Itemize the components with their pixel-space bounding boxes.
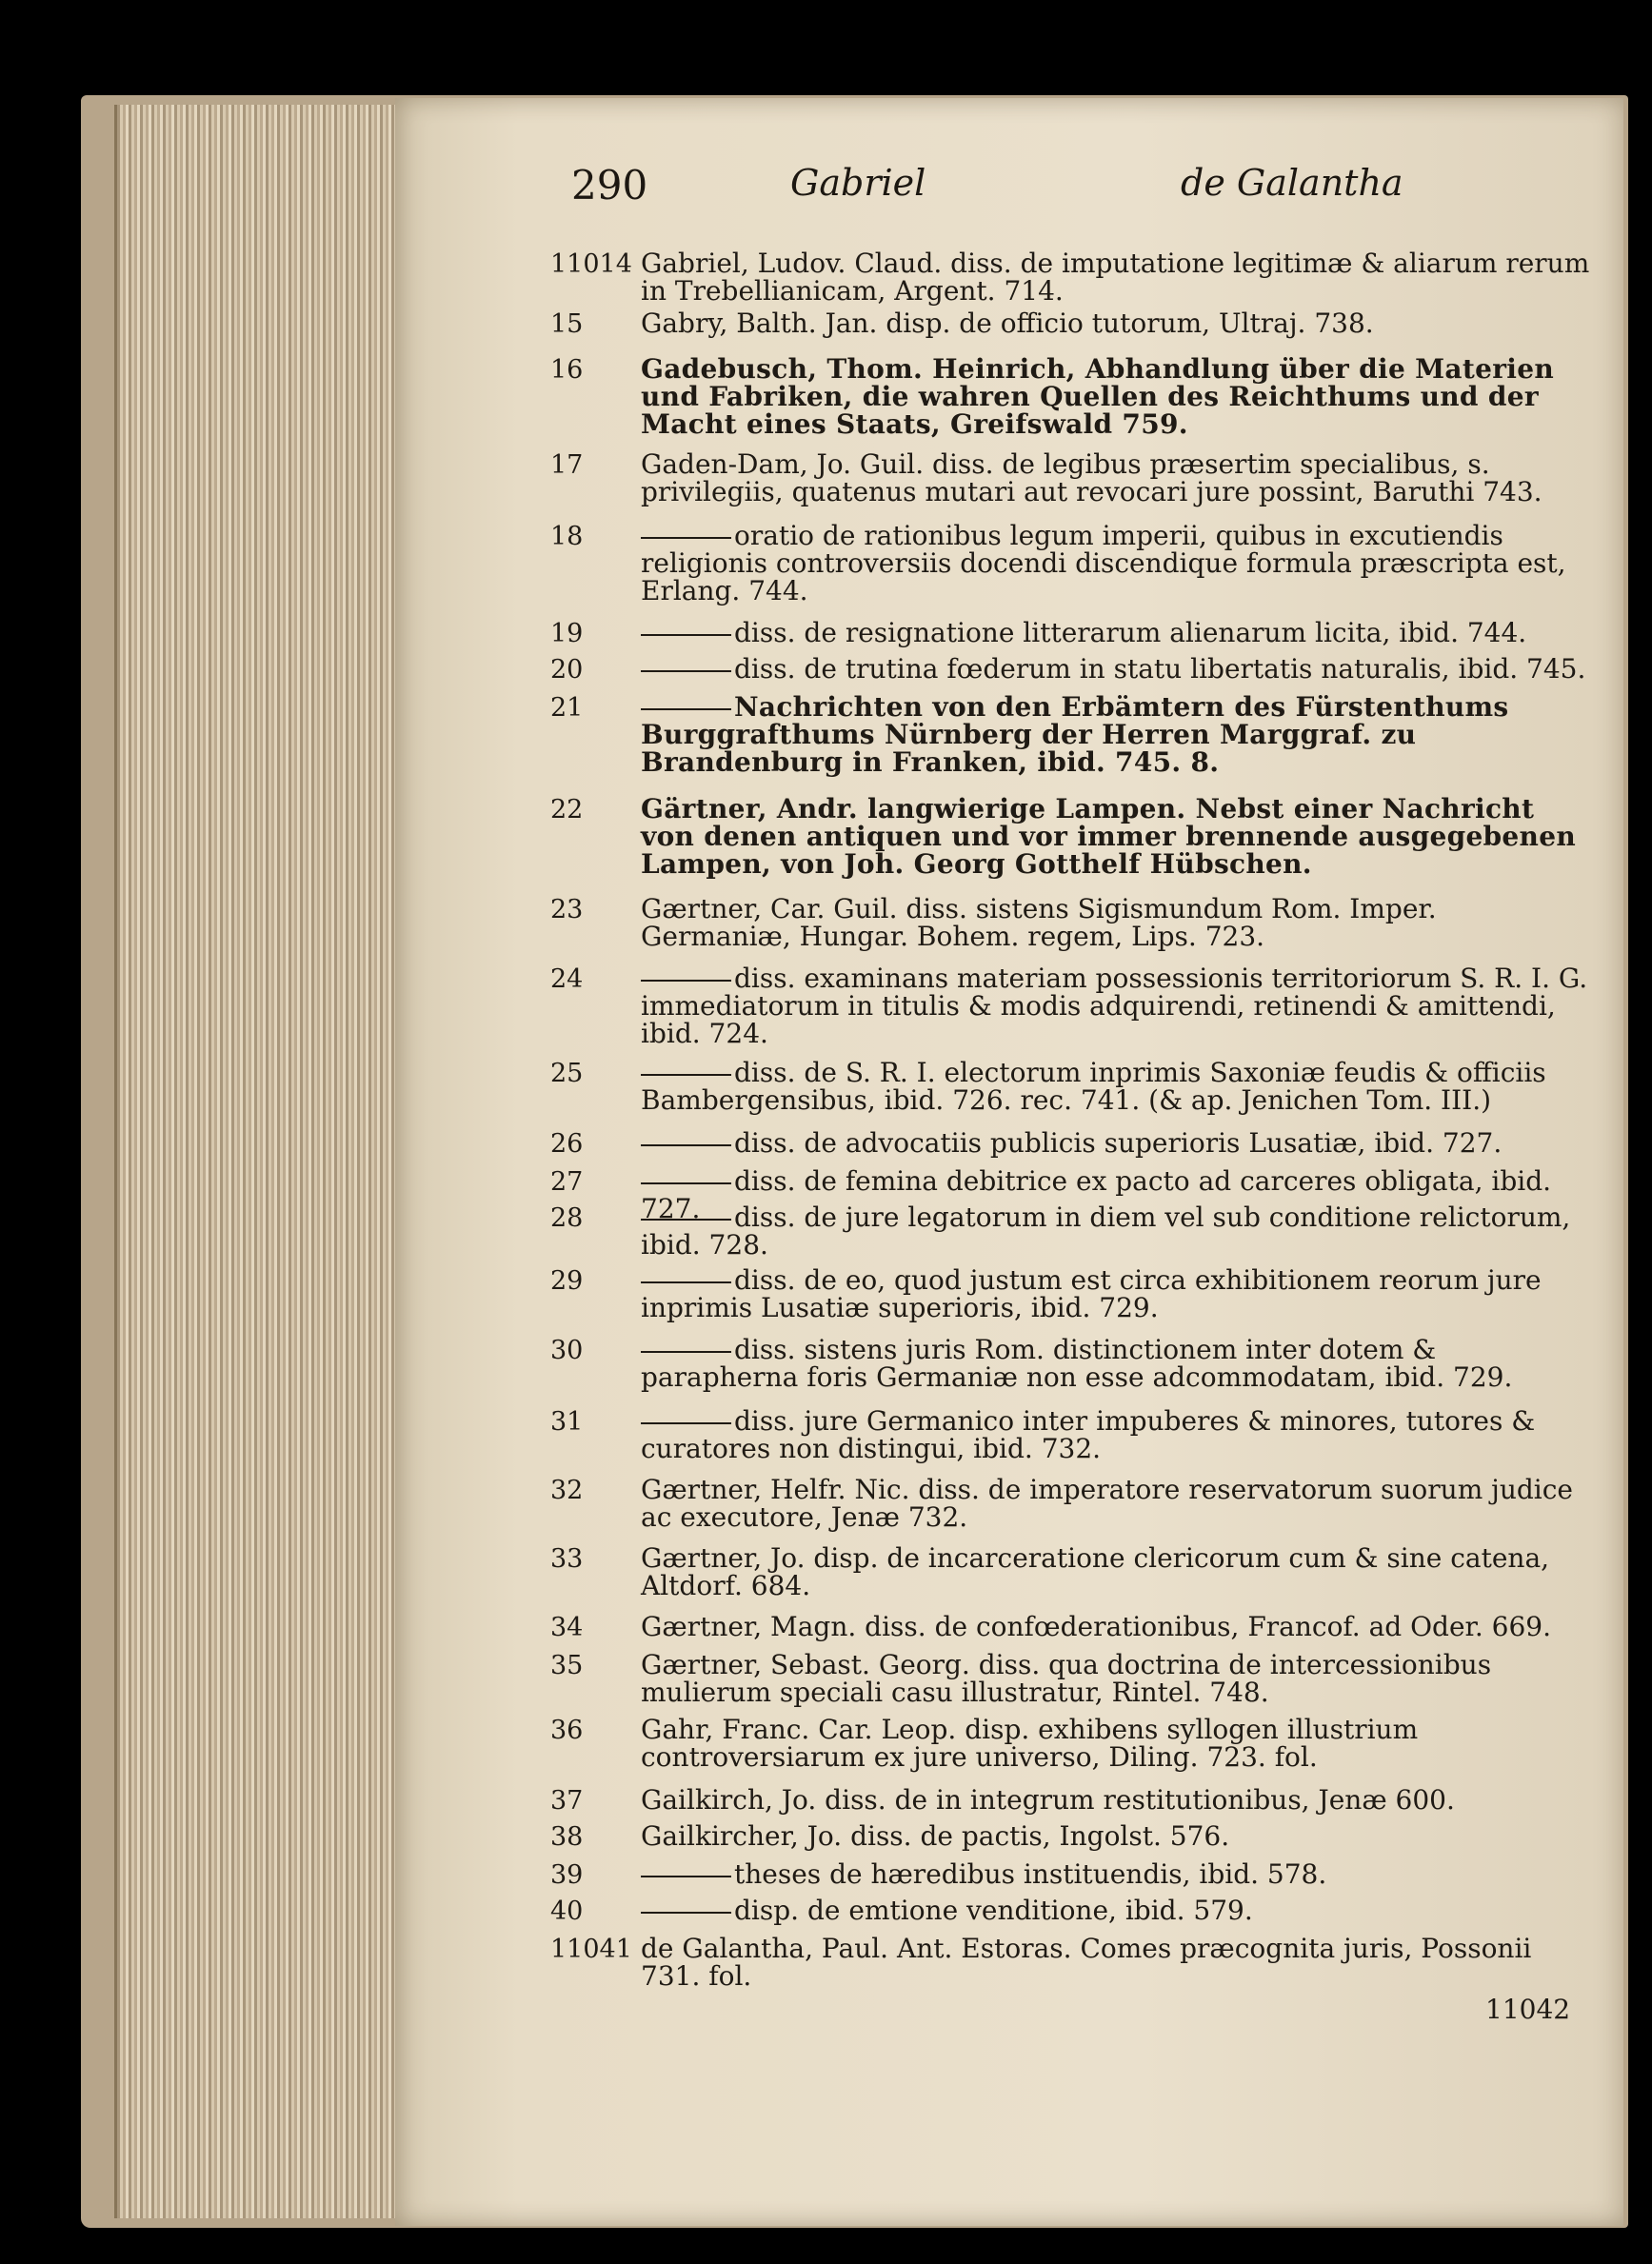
ditto-dash xyxy=(641,1876,731,1877)
entry-text: Gabry, Balth. Jan. disp. de officio tutorum, Ultraj. 738. xyxy=(641,308,1374,339)
entry-number: 22 xyxy=(550,795,584,824)
entry-text: diss. de S. R. I. electorum inprimis Saxoniæ feudis & officiis Bambergensibus, ibid. 726. rec. 741. (& ap. Jenichen Tom. III.) xyxy=(641,1057,1546,1116)
entry-text: Gærtner, Jo. disp. de incarceratione clericorum cum & sine catena, Altdorf. 684. xyxy=(641,1542,1550,1601)
entry-number: 29 xyxy=(550,1266,584,1296)
entry-number: 19 xyxy=(550,619,584,648)
entry-text: Gabriel, Ludov. Claud. diss. de imputatione legitimæ & aliarum rerum in Trebellianicam, Argent. 714. xyxy=(641,248,1590,307)
entry-number: 25 xyxy=(550,1059,584,1088)
entry-text: diss. sistens juris Rom. distinctionem inter dotem & parapherna foris Germaniæ non esse adcommodatam, ibid. 729. xyxy=(641,1334,1513,1393)
entry-number: 27 xyxy=(550,1167,584,1197)
entry-text: de Galantha, Paul. Ant. Estoras. Comes præcognita juris, Possonii 731. fol. xyxy=(641,1933,1532,1992)
entry-number: 17 xyxy=(550,450,584,480)
entry-number: 21 xyxy=(550,693,584,723)
entry-text: oratio de rationibus legum imperii, quibus in excutiendis religionis controversiis docendi discendique formula præscripta est, Erlang. 744. xyxy=(641,520,1566,606)
ditto-dash xyxy=(641,1182,731,1184)
header-right-word: de Galantha xyxy=(1181,162,1403,204)
ditto-dash xyxy=(641,708,731,710)
page-number: 290 xyxy=(571,162,648,209)
ditto-dash xyxy=(641,1912,731,1914)
entry-text: disp. de emtione venditione, ibid. 579. xyxy=(734,1895,1253,1926)
entry-text: diss. examinans materiam possessionis territoriorum S. R. I. G. immediatorum in titulis & modis adquirendi, retinendi & amittendi, ibid. 724. xyxy=(641,963,1588,1049)
entry-number: 20 xyxy=(550,655,584,685)
entry-number: 33 xyxy=(550,1544,584,1574)
entry-text: Gärtner, Andr. langwierige Lampen. Nebst einer Nachricht von denen antiquen und vor immer brennende ausgegebenen Lampen, von Joh. Georg Gotthelf Hübschen. xyxy=(641,793,1576,880)
entry-text: Nachrichten von den Erbämtern des Fürstenthums Burggrafthums Nürnberg der Herren Marggraf. zu Brandenburg in Franken, ibid. 745. 8. xyxy=(641,691,1509,778)
entry-text: Gadebusch, Thom. Heinrich, Abhandlung über die Materien und Fabriken, die wahren Quellen des Reichthums und der Macht eines Staats, Greifswald 759. xyxy=(641,353,1554,440)
ditto-dash xyxy=(641,980,731,982)
entry-text: diss. de jure legatorum in diem vel sub conditione relictorum, ibid. 728. xyxy=(641,1202,1571,1261)
entry-text: Gærtner, Magn. diss. de confœderationibus, Francof. ad Oder. 669. xyxy=(641,1611,1552,1642)
entry-number: 31 xyxy=(550,1407,584,1437)
entry-text: Gærtner, Helfr. Nic. diss. de imperatore reservatorum suorum judice ac executore, Jenæ 732. xyxy=(641,1474,1573,1533)
ditto-dash xyxy=(641,634,731,636)
entry-number: 26 xyxy=(550,1129,584,1159)
entry-number: 39 xyxy=(550,1860,584,1890)
entry-text: theses de hæredibus instituendis, ibid. 578. xyxy=(734,1858,1327,1890)
header-left-word: Gabriel xyxy=(790,162,926,204)
entry-number: 32 xyxy=(550,1476,584,1505)
entry-text: Gailkirch, Jo. diss. de in integrum restitutionibus, Jenæ 600. xyxy=(641,1784,1455,1816)
entry-text: Gaden-Dam, Jo. Guil. diss. de legibus præsertim specialibus, s. privilegiis, quatenus mutari aut revocari jure possint, Baruthi 743. xyxy=(641,448,1543,507)
entry-number: 36 xyxy=(550,1716,584,1745)
entry-text: diss. jure Germanico inter impuberes & minores, tutores & curatores non distingui, ibid. 732. xyxy=(641,1405,1536,1464)
entry-number: 37 xyxy=(550,1786,584,1816)
entry-text: Gahr, Franc. Car. Leop. disp. exhibens syllogen illustrium controversiarum ex jure universo, Diling. 723. fol. xyxy=(641,1714,1419,1773)
entry-text: Gærtner, Sebast. Georg. diss. qua doctrina de intercessionibus mulierum speciali casu illustratur, Rintel. 748. xyxy=(641,1649,1492,1708)
entry-number: 40 xyxy=(550,1897,584,1926)
entry-number: 23 xyxy=(550,895,584,924)
ditto-dash xyxy=(641,1281,731,1283)
entry-text: diss. de femina debitrice ex pacto ad carceres obligata, ibid. 727. xyxy=(641,1165,1552,1224)
entry-number: 16 xyxy=(550,355,584,385)
ditto-dash xyxy=(641,537,731,539)
ditto-dash xyxy=(641,1422,731,1424)
entry-number: 18 xyxy=(550,522,584,551)
entry-text: Gærtner, Car. Guil. diss. sistens Sigismundum Rom. Imper. Germaniæ, Hungar. Bohem. regem, Lips. 723. xyxy=(641,893,1437,952)
entry-number: 35 xyxy=(550,1651,584,1680)
entry-number: 30 xyxy=(550,1336,584,1365)
entry-number: 11014 xyxy=(550,249,632,279)
ditto-dash xyxy=(641,1351,731,1353)
entry-number: 34 xyxy=(550,1613,584,1642)
entry-text: diss. de resignatione litterarum alienarum licita, ibid. 744. xyxy=(734,617,1527,648)
catchword: 11042 xyxy=(1485,1994,1571,2025)
entry-number: 11041 xyxy=(550,1935,632,1964)
entry-number: 38 xyxy=(550,1822,584,1852)
ditto-dash xyxy=(641,1144,731,1146)
ditto-dash xyxy=(641,1074,731,1076)
entry-text: Gailkircher, Jo. diss. de pactis, Ingolst. 576. xyxy=(641,1820,1230,1852)
ditto-dash xyxy=(641,1219,731,1221)
entry-text: diss. de eo, quod justum est circa exhibitionem reorum jure inprimis Lusatiæ superioris, ibid. 729. xyxy=(641,1264,1542,1323)
entry-number: 15 xyxy=(550,309,584,339)
entry-text: diss. de advocatiis publicis superioris Lusatiæ, ibid. 727. xyxy=(734,1127,1503,1159)
entry-number: 24 xyxy=(550,964,584,994)
ditto-dash xyxy=(641,670,731,672)
entry-number: 28 xyxy=(550,1203,584,1233)
entry-text: diss. de trutina fœderum in statu libertatis naturalis, ibid. 745. xyxy=(734,653,1586,685)
